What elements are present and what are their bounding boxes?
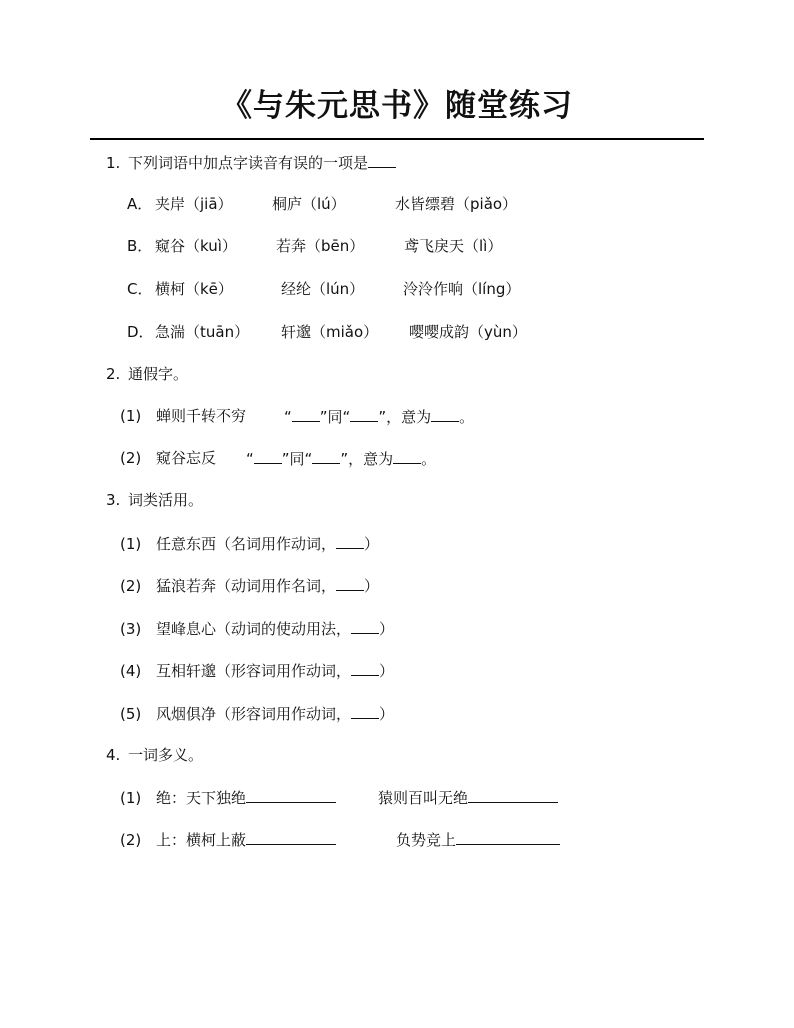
item-number: (5) <box>120 705 142 723</box>
item-text: 互相轩邈（形容词用作动词， <box>156 662 352 680</box>
option-word-1: 横柯（kē） <box>155 280 233 298</box>
q4-item-1 <box>120 787 720 807</box>
item-sentence-1: 上：横柯上蔽 <box>156 831 247 849</box>
item-number: (4) <box>120 662 142 680</box>
q4-item-2 <box>120 829 720 849</box>
q2-item-1 <box>120 406 720 426</box>
item-sentence-2: 猿则百叫无绝 <box>378 789 469 807</box>
item-end: 。 <box>459 408 475 426</box>
item-end: 。 <box>421 450 437 468</box>
answer-blank[interactable] <box>351 660 379 676</box>
answer-blank[interactable] <box>336 575 364 591</box>
item-number: (1) <box>120 535 142 553</box>
q2-item-2 <box>120 448 720 468</box>
question-text: 词类活用。 <box>128 491 204 509</box>
question-text: 下列词语中加点字读音有误的一项是 <box>128 154 369 172</box>
option-word-1: 急湍（tuān） <box>155 323 250 341</box>
item-number: (2) <box>120 449 142 467</box>
answer-blank[interactable] <box>336 533 364 549</box>
q3-item-4 <box>120 660 394 681</box>
question-text: 通假字。 <box>128 365 189 383</box>
item-number: (3) <box>120 620 142 638</box>
page-title: 《与朱元思书》随堂练习 <box>221 88 573 124</box>
question-3 <box>106 490 203 510</box>
item-end: ） <box>364 535 380 553</box>
question-4 <box>106 745 203 765</box>
option-word-2: 若奔（bēn） <box>276 237 365 255</box>
option-letter: D． <box>127 323 154 341</box>
option-c[interactable] <box>127 279 727 299</box>
item-end: ） <box>379 620 395 638</box>
open-quote: “ <box>246 450 254 468</box>
item-number: (1) <box>120 407 142 425</box>
question-1 <box>106 152 396 173</box>
item-sentence-2: 负势竞上 <box>396 831 457 849</box>
question-2 <box>106 364 188 384</box>
answer-blank[interactable] <box>350 406 378 422</box>
option-a[interactable] <box>127 194 727 214</box>
answer-blank[interactable] <box>468 787 558 803</box>
option-word-1: 窥谷（kuì） <box>155 237 237 255</box>
item-phrase: 蝉则千转不穷 <box>156 407 247 425</box>
answer-blank[interactable] <box>393 448 421 464</box>
option-d[interactable] <box>127 322 727 342</box>
same-as-text: ”同“ <box>281 450 313 468</box>
item-text: 风烟俱净（形容词用作动词， <box>156 705 352 723</box>
option-word-2: 经纶（lún） <box>281 280 365 298</box>
q3-item-2 <box>120 575 379 596</box>
option-b[interactable] <box>127 236 727 256</box>
item-end: ） <box>379 662 395 680</box>
question-number: 3. <box>106 491 121 509</box>
answer-blank[interactable] <box>254 448 282 464</box>
answer-blank[interactable] <box>431 406 459 422</box>
answer-blank[interactable] <box>456 829 560 845</box>
option-word-3: 鸢飞戾天（lì） <box>404 237 503 255</box>
question-number: 4. <box>106 746 121 764</box>
option-word-3: 嘤嘤成韵（yùn） <box>409 323 527 341</box>
option-letter: B． <box>127 237 153 255</box>
q3-item-5 <box>120 703 394 724</box>
item-text: 猛浪若奔（动词用作名词， <box>156 577 337 595</box>
question-number: 1. <box>106 154 121 172</box>
item-number: (1) <box>120 789 142 807</box>
option-word-2: 轩邈（miǎo） <box>281 323 379 341</box>
answer-blank[interactable] <box>351 703 379 719</box>
question-number: 2. <box>106 365 121 383</box>
option-word-3: 水皆缥碧（piǎo） <box>395 195 518 213</box>
option-word-3: 泠泠作响（líng） <box>403 280 521 298</box>
meaning-text: ”，意为 <box>340 450 394 468</box>
question-text: 一词多义。 <box>128 746 204 764</box>
answer-blank[interactable] <box>246 787 336 803</box>
item-end: ） <box>364 577 380 595</box>
answer-blank[interactable] <box>351 618 379 634</box>
answer-blank[interactable] <box>312 448 340 464</box>
answer-blank[interactable] <box>368 152 396 168</box>
answer-blank[interactable] <box>246 829 336 845</box>
option-word-2: 桐庐（lú） <box>272 195 346 213</box>
q3-item-1 <box>120 533 379 554</box>
item-sentence-1: 绝：天下独绝 <box>156 789 247 807</box>
option-letter: C． <box>127 280 153 298</box>
option-word-1: 夹岸（jiā） <box>155 195 233 213</box>
item-end: ） <box>379 705 395 723</box>
same-as-text: ”同“ <box>319 408 351 426</box>
answer-blank[interactable] <box>292 406 320 422</box>
option-letter: A． <box>127 195 153 213</box>
item-phrase: 窥谷忘反 <box>156 449 217 467</box>
item-text: 望峰息心（动词的使动用法， <box>156 620 352 638</box>
item-number: (2) <box>120 577 142 595</box>
title-divider <box>90 138 704 140</box>
q3-item-3 <box>120 618 394 639</box>
item-text: 任意东西（名词用作动词， <box>156 535 337 553</box>
open-quote: “ <box>284 408 292 426</box>
item-number: (2) <box>120 831 142 849</box>
meaning-text: ”，意为 <box>378 408 432 426</box>
